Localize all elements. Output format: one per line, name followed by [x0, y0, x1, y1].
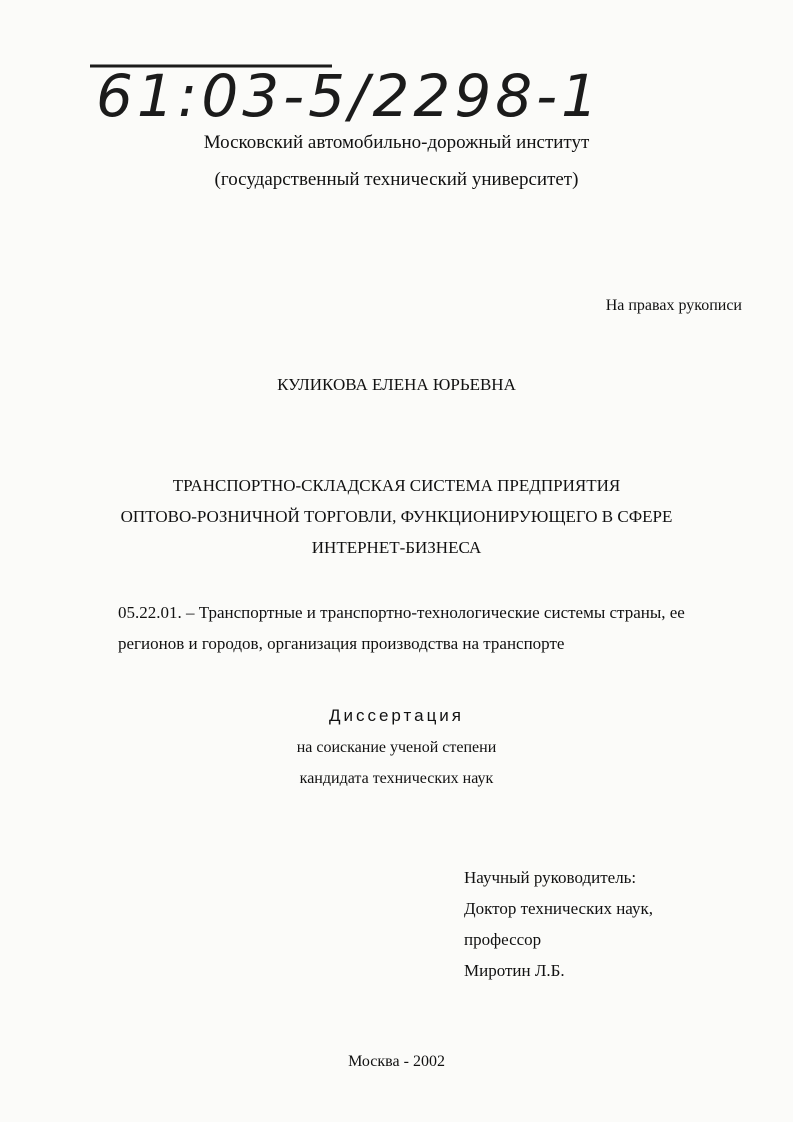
author-name: КУЛИКОВА ЕЛЕНА ЮРЬЕВНА	[277, 375, 516, 394]
work-type: Диссертация	[328, 706, 465, 725]
dissertation-title-line-2: ОПТОВО-РОЗНИЧНОЙ ТОРГОВЛИ, ФУНКЦИОНИРУЮЩЕГО В СФЕРЕ	[120, 507, 673, 526]
advisor-degree: Доктор технических наук,	[464, 899, 653, 918]
institute-subtitle: (государственный технический университет)	[214, 169, 579, 190]
handwritten-number-graphic	[82, 52, 642, 142]
dissertation-title-line-1: ТРАНСПОРТНО-СКЛАДСКАЯ СИСТЕМА ПРЕДПРИЯТИЯ	[172, 476, 621, 495]
specialty-line-1: 05.22.01. – Транспортные и транспортно-технологические системы страны, ее	[118, 603, 685, 622]
city-year: Москва - 2002	[348, 1053, 445, 1070]
advisor-block	[464, 862, 653, 986]
institute-name: Московский автомобильно-дорожный институт	[203, 132, 590, 153]
specialty-line-2: регионов и городов, организация производства на транспорте	[118, 634, 565, 653]
advisor-label: Научный руководитель:	[464, 868, 637, 887]
degree-line-1: на соискание ученой степени	[296, 739, 497, 756]
manuscript-note: На правах рукописи	[605, 297, 742, 314]
dissertation-title-line-3: ИНТЕРНЕТ-БИЗНЕСА	[311, 538, 482, 557]
degree-line-2: кандидата технических наук	[299, 770, 494, 787]
advisor-name: Миротин Л.Б.	[464, 961, 565, 980]
handwritten-catalog-number	[82, 52, 642, 142]
handwritten-number-text: 61:03-5/2298-1	[96, 62, 602, 130]
advisor-rank: профессор	[464, 930, 542, 949]
